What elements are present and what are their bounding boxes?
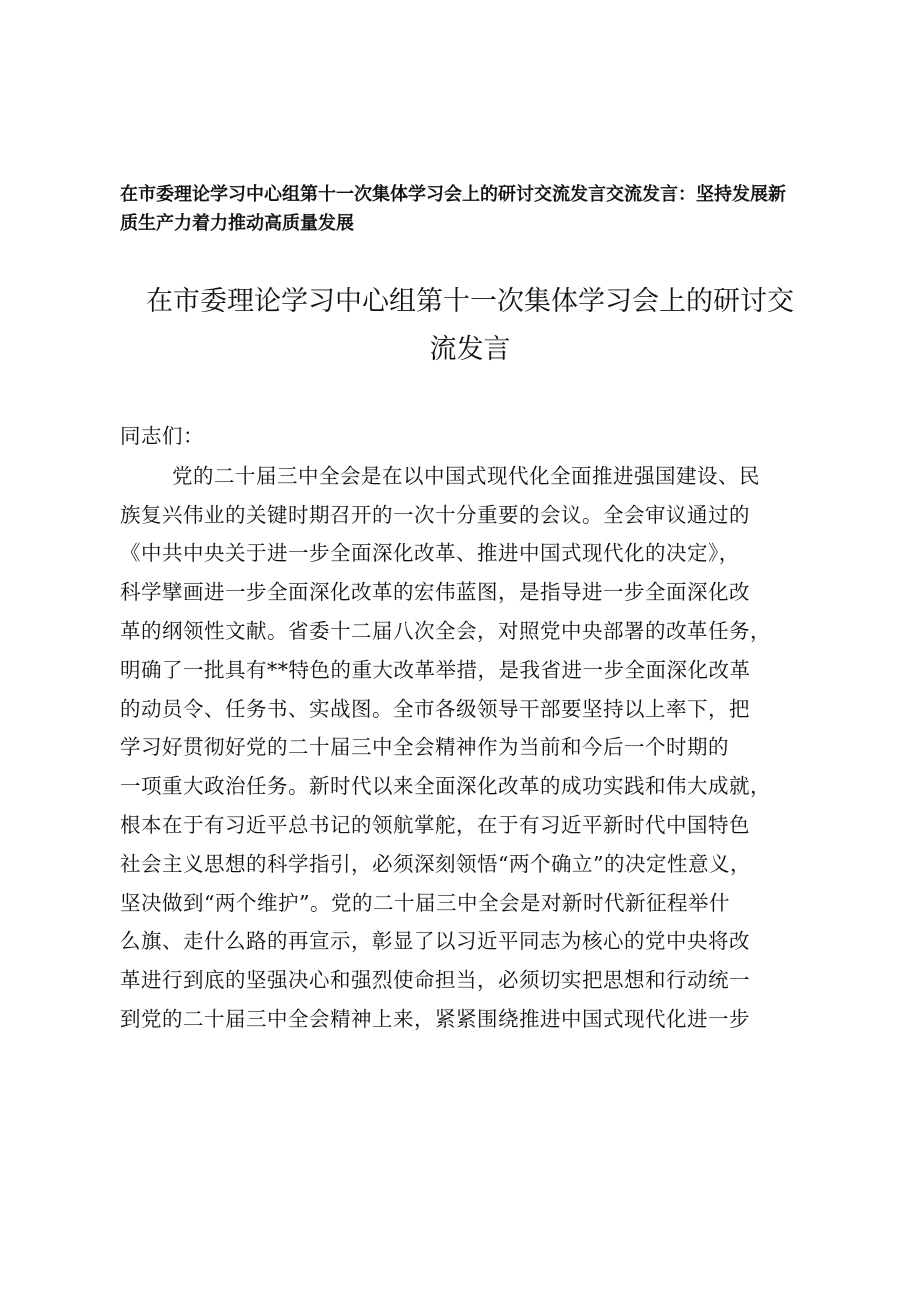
body-line: 明确了一批具有**特色的重大改革举措，是我省进一步全面深化改革 [120, 657, 751, 682]
body-line: 《中共中央关于进一步全面深化改革、推进中国式现代化的决定》， [120, 541, 740, 566]
body-line: 科学擘画进一步全面深化改革的宏伟蓝图，是指导进一步全面深化改 [120, 580, 750, 605]
body-line: 革进行到底的坚强决心和强烈使命担当，必须切实把思想和行动统一 [120, 968, 750, 993]
title-line: 流发言 [429, 334, 511, 365]
body-line: 的动员令、任务书、实战图。全市各级领导干部要坚持以上率下，把 [120, 696, 750, 721]
body-line: 到党的二十届三中全会精神上来，紧紧围绕推进中国式现代化进一步 [120, 1006, 750, 1031]
body-line: 党的二十届三中全会是在以中国式现代化全面推进强国建设、民 [172, 463, 760, 488]
body-line: 族复兴伟业的关键时期召开的一次十分重要的会议。全会审议通过的 [120, 502, 750, 527]
body-line: 么旗、走什么路的再宣示，彰显了以习近平同志为核心的党中央将改 [120, 929, 750, 954]
header-line: 在市委理论学习中心组第十一次集体学习会上的研讨交流发言交流发言：坚持发展新 [120, 184, 786, 205]
body-line: 根本在于有习近平总书记的领航掌舵，在于有习近平新时代中国特色 [120, 812, 750, 837]
body-line: 学习好贯彻好党的二十届三中全会精神作为当前和今后一个时期的 [120, 735, 729, 760]
body-line: 革的纲领性文献。省委十二届八次全会，对照党中央部署的改革任务， [120, 618, 771, 643]
header-line: 质生产力着力推动高质量发展 [120, 213, 354, 234]
body-line: 一项重大政治任务。新时代以来全面深化改革的成功实践和伟大成就， [120, 774, 771, 799]
document-body [120, 417, 820, 1039]
page-title [120, 278, 820, 374]
body-line: 坚决做到“两个维护”。党的二十届三中全会是对新时代新征程举什 [120, 890, 730, 915]
document-header [120, 180, 820, 238]
body-line: 社会主义思想的科学指引，必须深刻领悟“两个确立”的决定性意义， [120, 851, 751, 876]
title-line: 在市委理论学习中心组第十一次集体学习会上的研讨交 [146, 286, 794, 317]
salutation: 同志们： [120, 424, 204, 448]
